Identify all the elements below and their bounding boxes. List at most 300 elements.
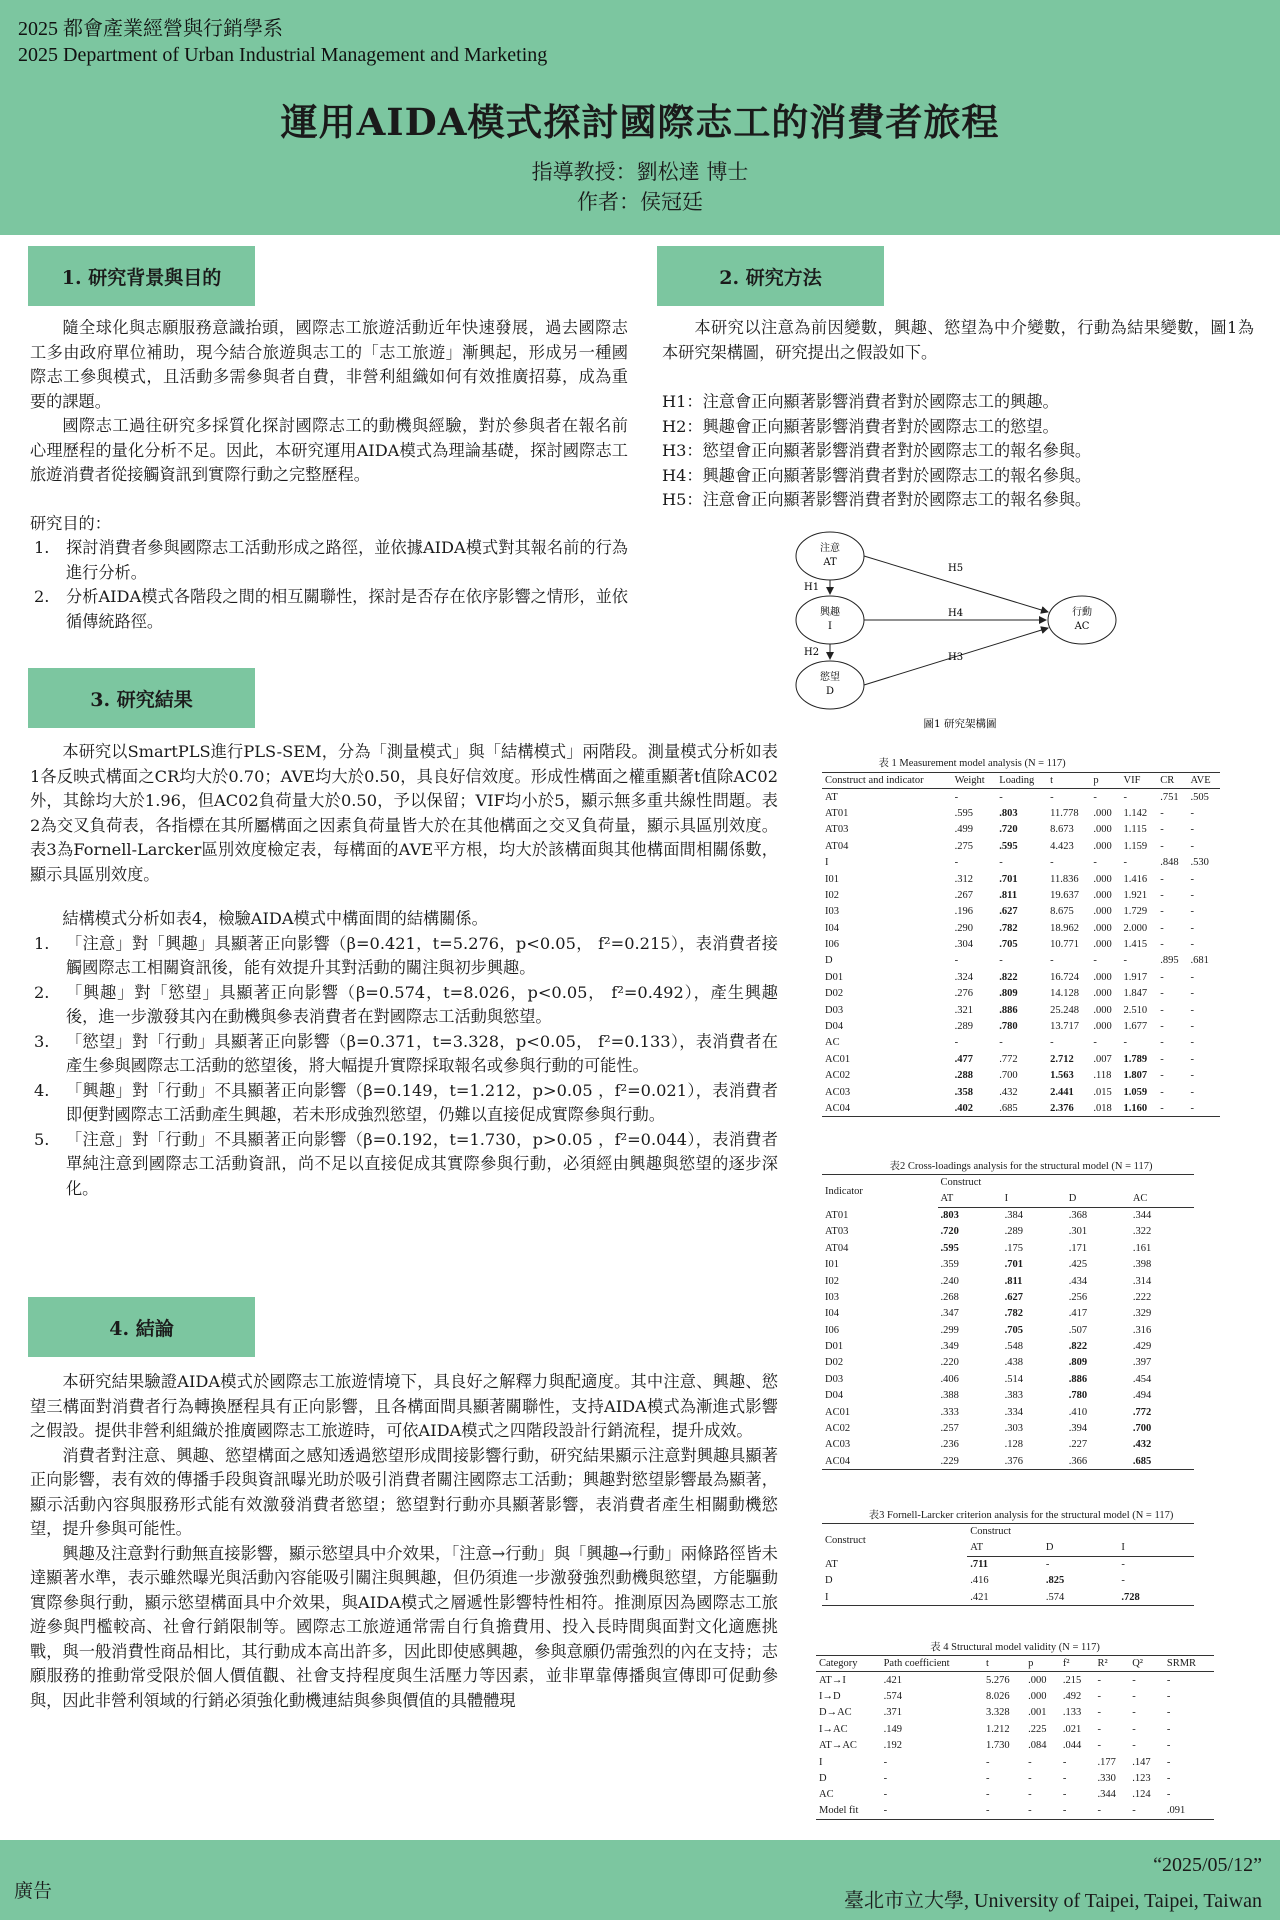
table-cell: I04 bbox=[825, 922, 839, 934]
table-cell: - bbox=[1160, 1070, 1164, 1082]
table-cell: .000 bbox=[1093, 971, 1112, 983]
table-cell: - bbox=[1132, 1740, 1136, 1752]
table-cell: .330 bbox=[1097, 1772, 1116, 1784]
table-cell: - bbox=[1121, 1575, 1125, 1587]
table-row bbox=[822, 1371, 1194, 1387]
poster-title: 運用AIDA模式探討國際志工的消費者旅程 bbox=[280, 100, 1000, 144]
table-cell: .290 bbox=[954, 922, 973, 934]
table-row bbox=[822, 887, 1220, 903]
table-2-cross-loadings bbox=[822, 1174, 1194, 1470]
table-cell: D04 bbox=[825, 1390, 844, 1402]
table-4-caption: 表 4 Structural model validity (N = 117) bbox=[930, 1642, 1100, 1653]
table-cell: .215 bbox=[1062, 1674, 1082, 1686]
table-cell: 1.160 bbox=[1121, 1100, 1158, 1116]
table-cell: .288 bbox=[954, 1070, 973, 1082]
table-cell: - bbox=[999, 1037, 1003, 1049]
result-item-text: 「慾望」對「行動」具顯著正向影響（β=0.371，t=3.328，p<0.05， f²=0.133），表消費者在產生參與國際志工活動的慾望後，將大幅提升實際採取報名或參與行動的可能性。 bbox=[66, 1031, 778, 1075]
table-cell: - bbox=[1160, 873, 1164, 885]
table-cell: - bbox=[1093, 791, 1097, 803]
table-cell: .499 bbox=[954, 824, 973, 836]
table-cell: 18.962 bbox=[1050, 922, 1079, 934]
table-cell: 1.415 bbox=[1123, 939, 1148, 951]
table-cell: - bbox=[1160, 971, 1164, 983]
table-row bbox=[822, 1573, 1194, 1589]
table-cell: 2.441 bbox=[1050, 1086, 1074, 1098]
purpose-item bbox=[30, 585, 628, 634]
table-cell: - bbox=[1190, 1086, 1194, 1098]
table-cell: CR bbox=[1157, 773, 1187, 789]
hypothesis-list bbox=[662, 390, 1262, 513]
table-cell: .711 bbox=[970, 1559, 989, 1571]
table-cell: - bbox=[1190, 906, 1194, 918]
hypothesis-1: H1：注意會正向顯著影響消費者對於國際志工的興趣。 bbox=[662, 392, 1059, 411]
table-cell: - bbox=[1050, 857, 1054, 869]
results-paragraph: 本研究以SmartPLS進行PLS-SEM，分為「測量模式」與「結構模式」兩階段。測量模式分析如表1各反映式構面之CR均大於0.70；AVE均大於0.50，具良好信效度。形成性構面之權重顯著t值除AC02外，其餘均大於1.96，但AC02負荷量大於0.50，予以保留；VIF均小於5，顯示無多重共線性問題。表2為交叉負荷表，各指標在其所屬構面之因素負荷量皆大於在其他構面之交叉負荷量，顯示具區別效度。表3為Fornell-Larcker區別效度檢定表，每構面的AVE平方根，均大於該構面與其他構面間相關係數，顯示具區別效度。 bbox=[30, 742, 778, 884]
table-cell: .574 bbox=[883, 1690, 902, 1702]
table-cell: .240 bbox=[940, 1275, 959, 1287]
table-cell: - bbox=[1166, 1756, 1171, 1768]
table-cell: - bbox=[1097, 1690, 1102, 1702]
table-cell: .886 bbox=[999, 1004, 1018, 1016]
section-2-heading: 2. 研究方法 bbox=[657, 246, 884, 306]
table-cell: .304 bbox=[954, 939, 973, 951]
table-cell: .895 bbox=[1160, 955, 1179, 967]
table-cell: .301 bbox=[1068, 1226, 1088, 1238]
table-cell: 2.000 bbox=[1123, 922, 1148, 934]
table-cell: AT01 bbox=[825, 807, 849, 819]
table-cell: Q² bbox=[1129, 1656, 1164, 1672]
table-cell: .705 bbox=[999, 939, 1018, 951]
table-cell: .001 bbox=[1028, 1707, 1047, 1719]
table-cell: - bbox=[1190, 1004, 1194, 1016]
table-row bbox=[822, 1338, 1194, 1354]
table-cell: .782 bbox=[999, 922, 1018, 934]
table-cell: - bbox=[1097, 1707, 1102, 1719]
table-cell: .091 bbox=[1164, 1803, 1214, 1819]
table-cell: 16.724 bbox=[1050, 971, 1079, 983]
table-cell: - bbox=[883, 1756, 888, 1768]
node-interest-label-en: I bbox=[828, 621, 832, 632]
table-3-caption: 表3 Fornell-Larcker criterion analysis for the structural model (N = 117) bbox=[868, 1510, 1174, 1521]
table-cell: .700 bbox=[1132, 1423, 1152, 1435]
table-cell: AC bbox=[825, 1037, 840, 1049]
table-row bbox=[822, 822, 1220, 838]
table-cell: .406 bbox=[940, 1373, 959, 1385]
table-cell: Loading bbox=[996, 773, 1047, 789]
table-cell: .015 bbox=[1093, 1086, 1112, 1098]
table-cell: .359 bbox=[940, 1259, 959, 1271]
table-cell: .701 bbox=[999, 873, 1018, 885]
table-cell: AT03 bbox=[825, 1226, 849, 1238]
table-cell: .000 bbox=[1093, 807, 1112, 819]
table-row bbox=[822, 789, 1220, 805]
table-cell: AC04 bbox=[822, 1453, 938, 1469]
table-cell: .434 bbox=[1068, 1275, 1088, 1287]
table-cell: .438 bbox=[1004, 1357, 1023, 1369]
table-cell: - bbox=[1123, 955, 1128, 967]
table-cell: D02 bbox=[825, 988, 844, 1000]
table-cell: 1.212 bbox=[986, 1723, 1010, 1735]
table-cell: AC01 bbox=[825, 1406, 851, 1418]
table-cell: - bbox=[1028, 1772, 1032, 1784]
table-cell: 11.778 bbox=[1050, 807, 1079, 819]
table-cell: .886 bbox=[1068, 1373, 1088, 1385]
table-cell: D01 bbox=[825, 1341, 844, 1353]
table-cell: AC02 bbox=[825, 1423, 851, 1435]
table-cell: .000 bbox=[1093, 1004, 1112, 1016]
table-row bbox=[822, 1273, 1194, 1289]
table-cell: AC03 bbox=[825, 1086, 851, 1098]
purpose-item bbox=[30, 536, 628, 585]
table-cell: 1.917 bbox=[1123, 971, 1148, 983]
table-cell: AT→I bbox=[819, 1674, 846, 1686]
table-cell: - bbox=[1190, 939, 1194, 951]
table-cell: D03 bbox=[825, 1004, 844, 1016]
table-cell: - bbox=[1132, 1723, 1136, 1735]
table-cell: .175 bbox=[1004, 1242, 1023, 1254]
table-cell: - bbox=[1157, 1100, 1187, 1116]
table-cell: .848 bbox=[1160, 857, 1179, 869]
table-row bbox=[822, 904, 1220, 920]
department-chinese: 2025 都會產業經營與行銷學系 bbox=[18, 18, 283, 40]
table-cell: I04 bbox=[825, 1308, 839, 1320]
table-cell: - bbox=[1190, 1037, 1194, 1049]
table-cell: .595 bbox=[940, 1242, 959, 1254]
table-cell: .780 bbox=[999, 1021, 1018, 1033]
table-cell: 19.637 bbox=[1050, 889, 1079, 901]
table-cell: .492 bbox=[1062, 1690, 1082, 1702]
table-cell: - bbox=[1160, 1053, 1164, 1065]
table-cell: AC04 bbox=[822, 1100, 952, 1116]
table-cell: .477 bbox=[954, 1053, 973, 1065]
table-cell: - bbox=[1166, 1740, 1171, 1752]
table-cell: .811 bbox=[1004, 1275, 1023, 1287]
table-cell: 8.675 bbox=[1050, 906, 1074, 918]
table-cell: .398 bbox=[1132, 1259, 1152, 1271]
table-cell: Construct bbox=[938, 1175, 1195, 1191]
table-cell: VIF bbox=[1121, 773, 1158, 789]
table-cell: 1.921 bbox=[1123, 889, 1148, 901]
table-cell: D→AC bbox=[819, 1707, 852, 1719]
table-cell: .147 bbox=[1132, 1756, 1151, 1768]
table-cell: - bbox=[1062, 1756, 1067, 1768]
table-row bbox=[822, 1306, 1194, 1322]
table-cell: .507 bbox=[1068, 1324, 1088, 1336]
table-cell: I03 bbox=[825, 906, 839, 918]
table-cell: AT bbox=[967, 1540, 1043, 1556]
table-cell: 3.328 bbox=[986, 1707, 1010, 1719]
table-cell: - bbox=[1132, 1674, 1136, 1686]
table-cell: I bbox=[1002, 1191, 1066, 1207]
table-cell: - bbox=[1062, 1772, 1067, 1784]
table-cell: .416 bbox=[970, 1575, 989, 1587]
result-item-text: 「興趣」對「慾望」具顯著正向影響（β=0.574，t=8.026，p<0.05， f²=0.492），產生興趣後，進一步激發其內在動機與參表消費者在對國際志工活動與慾望。 bbox=[66, 982, 778, 1026]
table-cell: .347 bbox=[940, 1308, 959, 1320]
table-cell: 13.717 bbox=[1050, 1021, 1079, 1033]
table-row bbox=[822, 1084, 1220, 1100]
table-cell: 10.771 bbox=[1050, 939, 1079, 951]
table-cell: .225 bbox=[1028, 1723, 1047, 1735]
table-cell: .192 bbox=[883, 1740, 902, 1752]
result-item-number: 2. bbox=[34, 982, 50, 1002]
result-item bbox=[30, 1079, 778, 1128]
table-cell: Construct bbox=[967, 1524, 1194, 1540]
table-row bbox=[822, 936, 1220, 952]
table-cell: 8.673 bbox=[1050, 824, 1074, 836]
table-row bbox=[816, 1688, 1214, 1704]
table-cell: .289 bbox=[1004, 1226, 1023, 1238]
table-cell: .236 bbox=[940, 1439, 959, 1451]
table-cell: .803 bbox=[940, 1210, 959, 1222]
table-cell: 11.836 bbox=[1050, 873, 1079, 885]
table-cell: I06 bbox=[825, 1324, 839, 1336]
table-cell: I02 bbox=[825, 889, 839, 901]
node-action-label-en: AC bbox=[1074, 621, 1090, 632]
table-cell: .432 bbox=[999, 1086, 1018, 1098]
table-cell: D bbox=[1066, 1191, 1130, 1207]
table-row bbox=[816, 1721, 1214, 1737]
table-cell: - bbox=[1166, 1723, 1171, 1735]
table-cell: AT04 bbox=[825, 840, 849, 852]
table-cell: - bbox=[1025, 1803, 1060, 1819]
table-cell: - bbox=[999, 857, 1003, 869]
table-cell: I02 bbox=[825, 1275, 839, 1287]
table-cell: .334 bbox=[1004, 1406, 1023, 1418]
table-cell: .825 bbox=[1045, 1575, 1065, 1587]
table-cell: .505 bbox=[1190, 791, 1209, 803]
table-cell: .000 bbox=[1028, 1690, 1047, 1702]
table-cell: - bbox=[1166, 1772, 1171, 1784]
table-cell: - bbox=[1123, 1037, 1128, 1049]
table-cell: I06 bbox=[825, 939, 839, 951]
table-cell: t bbox=[983, 1656, 1025, 1672]
table-cell: .321 bbox=[954, 1004, 973, 1016]
table-row bbox=[822, 1240, 1194, 1256]
node-desire bbox=[796, 661, 864, 709]
table-cell: .000 bbox=[1093, 922, 1112, 934]
table-cell: .421 bbox=[967, 1589, 1043, 1605]
footer-university: 臺北市立大學, University of Taipei, Taipei, Taiwan bbox=[844, 1890, 1262, 1912]
table-cell: AT04 bbox=[825, 1242, 849, 1254]
table-cell: - bbox=[1190, 824, 1194, 836]
table-cell: - bbox=[1045, 1559, 1050, 1571]
node-desire-label-en: D bbox=[825, 686, 835, 697]
purpose-item-text: 探討消費者參與國際志工活動形成之路徑，並依據AIDA模式對其報名前的行為進行分析。 bbox=[66, 538, 628, 582]
table-row bbox=[816, 1770, 1214, 1786]
purpose-list bbox=[30, 536, 628, 634]
label-h2: H2 bbox=[804, 647, 820, 658]
table-cell: AT03 bbox=[825, 824, 849, 836]
background-paragraph: 隨全球化與志願服務意識抬頭，國際志工旅遊活動近年快速發展，過去國際志工多由政府單位補助，現今結合旅遊與志工的「志工旅遊」漸興起，形成另一種國際志工參與模式，且活動多需參與者自費，非營利組織如何有效推廣招募，成為重要的課題。 bbox=[30, 318, 628, 411]
table-cell: 8.026 bbox=[986, 1690, 1010, 1702]
table-row bbox=[816, 1672, 1214, 1688]
table-row bbox=[822, 1224, 1194, 1240]
table-cell: .548 bbox=[1004, 1341, 1023, 1353]
table-cell: .000 bbox=[1093, 824, 1112, 836]
result-item-number: 1. bbox=[34, 933, 50, 953]
section-1-heading: 1. 研究背景與目的 bbox=[28, 246, 255, 306]
table-cell: - bbox=[1123, 857, 1128, 869]
table-cell: 25.248 bbox=[1050, 1004, 1079, 1016]
table-cell: - bbox=[1028, 1756, 1032, 1768]
poster-footer bbox=[0, 1840, 1280, 1920]
table-cell: .685 bbox=[1130, 1453, 1194, 1469]
table-cell: .627 bbox=[1004, 1291, 1023, 1303]
table-cell: .366 bbox=[1066, 1453, 1130, 1469]
table-cell: - bbox=[1160, 988, 1164, 1000]
table-cell: .344 bbox=[1132, 1210, 1152, 1222]
table-cell: .123 bbox=[1132, 1772, 1151, 1784]
node-attention-label-zh: 注意 bbox=[820, 543, 840, 554]
table-cell: .329 bbox=[1132, 1308, 1152, 1320]
table-cell: - bbox=[954, 857, 959, 869]
table-row bbox=[822, 805, 1220, 821]
table-cell: 1.142 bbox=[1123, 807, 1148, 819]
table-cell: - bbox=[1190, 807, 1194, 819]
table-cell: .314 bbox=[1132, 1275, 1152, 1287]
table-cell: .161 bbox=[1132, 1242, 1152, 1254]
table-cell: - bbox=[1160, 906, 1164, 918]
table-cell: .084 bbox=[1028, 1740, 1047, 1752]
table-cell: - bbox=[1190, 971, 1194, 983]
table-cell: Weight bbox=[952, 773, 997, 789]
table-row bbox=[822, 1207, 1194, 1223]
table-cell: .222 bbox=[1132, 1291, 1152, 1303]
table-row bbox=[822, 920, 1220, 936]
result-item-number: 5. bbox=[34, 1129, 50, 1149]
table-cell: .720 bbox=[999, 824, 1018, 836]
table-cell: - bbox=[1050, 955, 1054, 967]
table-cell: .700 bbox=[999, 1070, 1018, 1082]
table-cell: .344 bbox=[1097, 1789, 1116, 1801]
table-cell: t bbox=[1047, 773, 1090, 789]
table-cell: - bbox=[999, 955, 1003, 967]
table-cell: - bbox=[1166, 1707, 1171, 1719]
table-cell: .530 bbox=[1190, 857, 1209, 869]
table-cell: .627 bbox=[999, 906, 1018, 918]
table-cell: .358 bbox=[954, 1086, 973, 1098]
table-row bbox=[822, 871, 1220, 887]
table-cell: 1.159 bbox=[1123, 840, 1148, 852]
table-cell: .809 bbox=[999, 988, 1018, 1000]
table-cell: .772 bbox=[1132, 1406, 1152, 1418]
table-row bbox=[816, 1656, 1214, 1672]
table-cell: .303 bbox=[1004, 1423, 1023, 1435]
results-list bbox=[30, 932, 778, 1202]
node-interest-label-zh: 興趣 bbox=[820, 607, 840, 618]
result-item-text: 「注意」對「行動」不具顯著正向影響（β=0.192，t=1.730，p>0.05 ，f²=0.044），表消費者單純注意到國際志工活動資訊，尚不足以直接促成其實際參與行動，必須經由興趣與慾望的逐步深化。 bbox=[66, 1129, 778, 1198]
table-cell: - bbox=[1062, 1789, 1067, 1801]
figure-caption: 圖1 研究架構圖 bbox=[923, 718, 997, 730]
table-cell: - bbox=[1060, 1803, 1095, 1819]
table-cell: .000 bbox=[1028, 1674, 1047, 1686]
table-cell: .595 bbox=[954, 807, 973, 819]
purpose-item-text: 分析AIDA模式各階段之間的相互關聯性，探討是否存在依序影響之情形，並依循傳統路徑。 bbox=[66, 587, 628, 631]
table-cell: - bbox=[1160, 807, 1164, 819]
section-4-body bbox=[30, 1370, 778, 1713]
table-cell: - bbox=[1097, 1740, 1102, 1752]
table-cell: 1.416 bbox=[1123, 873, 1148, 885]
table-cell: - bbox=[1132, 1690, 1136, 1702]
table-cell: - bbox=[1190, 840, 1194, 852]
table-cell: .394 bbox=[1068, 1423, 1088, 1435]
table-3-fornell-larcker bbox=[822, 1523, 1194, 1606]
label-h5: H5 bbox=[948, 563, 964, 574]
method-intro-text: 本研究以注意為前因變數，興趣、慾望為中介變數，行動為結果變數，圖1為本研究架構圖，研究提出之假設如下。 bbox=[662, 318, 1254, 362]
footer-date: “2025/05/12” bbox=[1153, 1854, 1262, 1876]
table-cell: AC bbox=[1130, 1191, 1194, 1207]
table-cell: p bbox=[1090, 773, 1120, 789]
table-cell: .171 bbox=[1068, 1242, 1088, 1254]
result-item bbox=[30, 932, 778, 981]
purpose-item-number: 1. bbox=[34, 538, 50, 557]
table-cell: .780 bbox=[1068, 1390, 1088, 1402]
table-cell: 1.115 bbox=[1123, 824, 1147, 836]
table-cell: .803 bbox=[999, 807, 1018, 819]
table-cell: .822 bbox=[1068, 1341, 1088, 1353]
table-cell: .701 bbox=[1004, 1259, 1023, 1271]
table-cell: Indicator bbox=[822, 1175, 938, 1208]
table-row bbox=[822, 1002, 1220, 1018]
table-row bbox=[816, 1737, 1214, 1753]
table-cell: SRMR bbox=[1164, 1656, 1214, 1672]
table-cell: - bbox=[1190, 1070, 1194, 1082]
table-cell: .220 bbox=[940, 1357, 959, 1369]
table-cell: .432 bbox=[1132, 1439, 1152, 1451]
table-row bbox=[822, 1018, 1220, 1034]
table-cell: D bbox=[1043, 1540, 1119, 1556]
result-item-text: 「注意」對「興趣」具顯著正向影響（β=0.421，t=5.276，p<0.05， f²=0.215），表消費者接觸國際志工相關資訊後，能有效提升其對活動的關注與初步興趣。 bbox=[66, 933, 778, 977]
table-cell: AT→AC bbox=[819, 1740, 857, 1752]
conclusion-paragraph-3: 興趣及注意對行動無直接影響，顯示慾望具中介效果，「注意→行動」與「興趣→行動」兩條路徑皆未達顯著水準，表示雖然曝光與活動內容能吸引關注與興趣，但仍須進一步激發強烈動機與慾望，方能驅動實際參與行動，顯示慾望構面具中介效果，與AIDA模式之層遞性影響特性相符。推測原因為國際志工旅遊參與門檻較高、社會行銷限制等。國際志工旅遊通常需自行負擔費用、投入長時間與面對文化適應挑戰，與一般消費性商品相比，其行動成本高出許多，因此即使感興趣，參與意願仍需強烈的內在支持；志願服務的推動常受限於個人價值觀、社會支持程度與生活壓力等因素，並非單靠傳播與宣傳即可促動參與，因此非營利領域的行銷必須強化動機連結與參與價值的具體體現 bbox=[30, 1543, 778, 1710]
table-cell: - bbox=[1050, 1037, 1054, 1049]
table-row bbox=[822, 953, 1220, 969]
table-cell: .772 bbox=[999, 1053, 1018, 1065]
table-cell: Category bbox=[816, 1656, 881, 1672]
purpose-label: 研究目的： bbox=[30, 513, 111, 533]
table-row bbox=[822, 773, 1220, 789]
purpose-item-number: 2. bbox=[34, 587, 50, 606]
table-row bbox=[822, 1068, 1220, 1084]
table-cell: AT bbox=[825, 1558, 838, 1570]
table-cell: f² bbox=[1060, 1656, 1095, 1672]
table-row bbox=[822, 1322, 1194, 1338]
table-cell: Construct and indicator bbox=[822, 773, 952, 789]
table-cell: I bbox=[1118, 1540, 1194, 1556]
table-cell: .322 bbox=[1132, 1226, 1152, 1238]
table-cell: - bbox=[1160, 939, 1164, 951]
table-cell: Model fit bbox=[816, 1803, 881, 1819]
table-cell: .494 bbox=[1132, 1390, 1152, 1402]
table-cell: .000 bbox=[1093, 1021, 1112, 1033]
table-cell: .751 bbox=[1160, 791, 1179, 803]
table-cell: - bbox=[1160, 1021, 1164, 1033]
table-cell: I03 bbox=[825, 1291, 839, 1303]
table-cell: - bbox=[1129, 1803, 1164, 1819]
table-cell: .421 bbox=[883, 1674, 902, 1686]
hypothesis-3: H3：慾望會正向顯著影響消費者對於國際志工的報名參與。 bbox=[662, 441, 1092, 460]
table-cell: - bbox=[986, 1772, 990, 1784]
table-cell: .595 bbox=[999, 840, 1018, 852]
table-cell: D bbox=[825, 1575, 833, 1587]
table-row bbox=[822, 1388, 1194, 1404]
result-item-number: 4. bbox=[34, 1080, 50, 1100]
table-cell: AC bbox=[819, 1789, 834, 1801]
table-cell: .454 bbox=[1132, 1373, 1152, 1385]
table-cell: AC03 bbox=[825, 1439, 851, 1451]
table-cell: .681 bbox=[1190, 955, 1209, 967]
table-row bbox=[822, 854, 1220, 870]
